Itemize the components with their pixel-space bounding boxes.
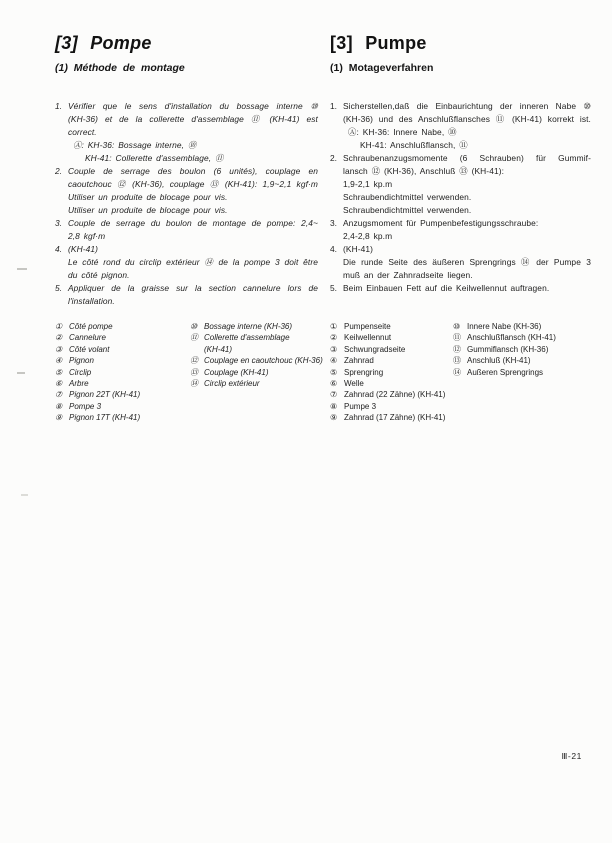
- german-legend-right: [453, 321, 591, 424]
- legend-number: ①: [55, 322, 63, 331]
- step-number: 3.: [330, 218, 337, 228]
- legend-item: [55, 355, 190, 366]
- step-number: 2.: [330, 153, 337, 163]
- step-line: Sicherstellen,daß die Einbaurichtung der inneren Nabe ⑩: [343, 101, 591, 111]
- legend-number: ⑩: [190, 322, 198, 331]
- step-line: Couple de serrage des boulon (6 unités), couplage en: [68, 166, 318, 176]
- step-line: (KH-41): [68, 244, 99, 254]
- legend-item: [330, 412, 453, 423]
- legend-text: [467, 321, 591, 332]
- legend-text: [69, 332, 190, 343]
- legend-item: [330, 355, 453, 366]
- legend-number: ⑬: [453, 356, 461, 366]
- legend-text: [204, 355, 323, 366]
- legend-line: (KH-41): [204, 344, 233, 354]
- legend-line: Außeren Sprengrings: [467, 367, 544, 377]
- legend-line: Gummiflansch (KH-36): [467, 344, 549, 354]
- legend-text: [344, 355, 453, 366]
- step-text: [68, 282, 318, 308]
- french-legend-right: [190, 321, 323, 424]
- legend-line: Zahnrad: [344, 356, 374, 366]
- legend-line: Pumpenseite: [344, 322, 391, 331]
- legend-line: Schwungradseite: [344, 344, 406, 354]
- legend-item: [330, 332, 453, 343]
- step-item: [330, 217, 591, 243]
- legend-number: ④: [330, 356, 338, 366]
- step-item: [55, 165, 318, 217]
- legend-text: [69, 367, 190, 378]
- legend-text: [467, 355, 591, 366]
- german-steps: [330, 100, 591, 295]
- step-text: [343, 243, 591, 282]
- legend-number: ⑬: [190, 367, 198, 377]
- legend-item: [190, 367, 318, 378]
- legend-line: Zahnrad (17 Zähne) (KH-41): [344, 413, 446, 423]
- legend-item: [55, 332, 190, 343]
- legend-line: Couplage en caoutchouc (KH-36): [204, 356, 323, 366]
- legend-text: [204, 378, 318, 389]
- legend-number: ⑭: [190, 379, 198, 389]
- step-item: [55, 282, 318, 308]
- step-line: Couple de serrage du boulon de montage de pompe: 2,4~: [68, 218, 318, 228]
- legend-text: [344, 332, 453, 343]
- legend-item: [55, 344, 190, 355]
- step-line: Vérifier que le sens d'installation du bossage interne ⑩: [68, 101, 318, 111]
- legend-number: ③: [330, 344, 338, 354]
- step-line: caoutchouc ⑫ (KH-36), couplage ⑬ (KH-41): 1,9~2,1 kgf·m: [68, 179, 318, 189]
- legend-item: [453, 321, 591, 332]
- legend-line: Arbre: [69, 379, 89, 389]
- legend-line: Pumpe 3: [344, 401, 377, 411]
- legend-number: ⑩: [453, 322, 461, 331]
- legend-item: [190, 332, 318, 355]
- legend-item: [330, 401, 453, 412]
- legend-text: [344, 401, 453, 412]
- step-line: 2,4-2,8 kp.m: [343, 231, 393, 241]
- legend-number: ⑨: [330, 413, 338, 423]
- legend-text: [69, 389, 190, 400]
- step-line: Ⓐ: KH-36: Bossage interne, ⑩: [73, 140, 197, 150]
- step-text: [343, 217, 591, 243]
- legend-text: [69, 412, 190, 423]
- step-item: [330, 282, 591, 295]
- step-line: Utiliser un produite de blocage pour vis.: [68, 192, 228, 202]
- legend-text: [69, 344, 190, 355]
- step-text: [343, 100, 591, 152]
- step-line: Anzugsmoment für Pumpenbefestigungsschraube:: [343, 218, 539, 228]
- legend-text: [69, 401, 190, 412]
- legend-number: ⑤: [55, 367, 63, 377]
- legend-number: ⑧: [330, 401, 338, 411]
- legend-text: [69, 378, 190, 389]
- step-line: Schraubendichtmittel verwenden.: [343, 192, 472, 202]
- legend-text: [69, 321, 190, 332]
- legend-number: ⑪: [190, 333, 198, 343]
- legend-number: ②: [330, 333, 338, 343]
- step-number: 1.: [330, 101, 337, 111]
- legend-line: Côté pompe: [69, 322, 113, 331]
- german-section-subtitle: (1) Motageverfahren: [330, 62, 434, 74]
- step-line: Appliquer de la graisse sur la section cannelure lors de: [68, 283, 318, 293]
- legend-text: [344, 344, 453, 355]
- step-number: 3.: [55, 218, 62, 228]
- step-number: 4.: [55, 244, 62, 254]
- legend-line: Circlip extérieur: [204, 379, 260, 389]
- legend-number: ⑦: [55, 390, 63, 400]
- legend-text: [467, 332, 591, 343]
- legend-text: [467, 344, 591, 355]
- step-item: [330, 152, 591, 217]
- step-line: 2,8 kgf·m: [68, 231, 106, 241]
- legend-item: [453, 332, 591, 343]
- step-item: [330, 243, 591, 282]
- step-line: Schraubendichtmittel verwenden.: [343, 205, 472, 215]
- step-line: (KH-36) und des Anschlußflansches ⑪ (KH-41) korrekt ist.: [343, 114, 591, 124]
- step-line: lansch ⑫ (KH-36), Anschluß ⑬ (KH-41):: [343, 166, 505, 176]
- legend-line: Bossage interne (KH-36): [204, 322, 293, 331]
- legend-item: [55, 389, 190, 400]
- step-line: (KH-41): [343, 244, 374, 254]
- margin-scan-mark: [17, 268, 27, 270]
- step-line: Schraubenanzugsmomente (6 Schrauben) für Gummif-: [343, 153, 591, 163]
- legend-line: Couplage (KH-41): [204, 367, 269, 377]
- step-line: l'installation.: [68, 296, 115, 306]
- legend-text: [204, 332, 318, 355]
- legend-line: Pompe 3: [69, 401, 102, 411]
- step-text: [68, 165, 318, 217]
- legend-item: [453, 367, 591, 378]
- step-number: 5.: [55, 283, 62, 293]
- legend-item: [330, 344, 453, 355]
- legend-text: [344, 412, 453, 423]
- legend-item: [330, 389, 453, 400]
- step-number: 1.: [55, 101, 62, 111]
- legend-text: [467, 367, 591, 378]
- legend-text: [344, 378, 453, 389]
- legend-line: Welle: [344, 379, 364, 389]
- step-line: Utiliser un produite de blocage pour vis.: [68, 205, 228, 215]
- margin-scan-mark: [21, 494, 28, 496]
- legend-item: [190, 378, 318, 389]
- legend-number: ⑫: [453, 344, 461, 354]
- legend-line: Anschlußflansch (KH-41): [467, 333, 556, 343]
- legend-text: [344, 389, 453, 400]
- step-text: [343, 282, 591, 295]
- legend-item: [190, 355, 323, 366]
- step-text: [68, 243, 318, 282]
- legend-text: [69, 355, 190, 366]
- legend-item: [453, 344, 591, 355]
- german-section-title: [3] Pumpe: [330, 33, 427, 53]
- legend-number: ①: [330, 322, 338, 331]
- legend-line: Pignon: [69, 356, 94, 366]
- french-legend-left: [55, 321, 190, 424]
- legend-number: ③: [55, 344, 63, 354]
- legend-line: Zahnrad (22 Zähne) (KH-41): [344, 390, 446, 400]
- legend-item: [330, 378, 453, 389]
- legend-number: ⑥: [55, 379, 63, 389]
- legend-item: [55, 378, 190, 389]
- step-line: muß an der Zahnradseite liegen.: [343, 270, 473, 280]
- legend-text: [204, 321, 318, 332]
- step-item: [330, 100, 591, 152]
- french-steps: [55, 100, 318, 308]
- legend-number: ⑥: [330, 379, 338, 389]
- legend-line: Circlip: [69, 367, 92, 377]
- margin-scan-mark: [17, 372, 25, 374]
- legend-number: ⑪: [453, 333, 461, 343]
- step-line: Die runde Seite des äußeren Sprengrings ⑭ der Pumpe 3: [343, 257, 591, 267]
- legend-text: [344, 321, 453, 332]
- legend-number: ②: [55, 333, 63, 343]
- legend-number: ⑨: [55, 413, 63, 423]
- legend-item: [55, 412, 190, 423]
- legend-item: [55, 401, 190, 412]
- legend-item: [330, 367, 453, 378]
- step-line: correct.: [68, 127, 97, 137]
- legend-line: Keilwellennut: [344, 333, 392, 343]
- legend-item: [55, 367, 190, 378]
- step-item: [55, 100, 318, 165]
- legend-text: [204, 367, 318, 378]
- legend-number: ⑦: [330, 390, 338, 400]
- step-line: Beim Einbauen Fett auf die Keilwellennut auftragen.: [343, 283, 550, 293]
- step-item: [55, 243, 318, 282]
- legend-line: Pignon 17T (KH-41): [69, 413, 141, 423]
- legend-number: ⑤: [330, 367, 338, 377]
- legend-number: ⑧: [55, 401, 63, 411]
- step-number: 2.: [55, 166, 62, 176]
- legend-text: [344, 367, 453, 378]
- legend-line: Anschluß (KH-41): [467, 356, 531, 366]
- legend-number: ⑭: [453, 367, 461, 377]
- legend-line: Cannelure: [69, 333, 106, 343]
- legend-number: ⑫: [190, 356, 198, 366]
- legend-item: [453, 355, 591, 366]
- legend-line: Pignon 22T (KH-41): [69, 390, 141, 400]
- german-legend: [330, 321, 591, 424]
- step-text: [68, 217, 318, 243]
- step-line: Le côté rond du circlip extérieur ⑭ de la pompe 3 doit être: [68, 257, 318, 267]
- step-text: [343, 152, 591, 217]
- legend-line: Innere Nabe (KH-36): [467, 322, 542, 331]
- step-line: 1,9-2,1 kp.m: [343, 179, 393, 189]
- french-section-title: [3] Pompe: [55, 33, 152, 53]
- step-number: 4.: [330, 244, 337, 254]
- legend-line: Côté volant: [69, 344, 110, 354]
- french-section-subtitle: (1) Méthode de montage: [55, 62, 185, 74]
- step-line: (KH-36) et de la collerette d'assemblage ⑪ (KH-41) est: [68, 114, 318, 124]
- step-number: 5.: [330, 283, 337, 293]
- step-line: du côté pignon.: [68, 270, 130, 280]
- step-line: KH-41: Collerette d'assemblage, ⑪: [85, 153, 224, 163]
- legend-line: Collerette d'assemblage: [204, 333, 290, 343]
- german-legend-left: [330, 321, 453, 424]
- step-line: KH-41: Anschlußflansch, ⑪: [360, 140, 468, 150]
- legend-line: Sprengring: [344, 367, 384, 377]
- legend-item: [330, 321, 453, 332]
- legend-item: [190, 321, 318, 332]
- page-number: Ⅲ-21: [561, 751, 582, 761]
- legend-number: ④: [55, 356, 63, 366]
- french-legend: [55, 321, 323, 424]
- step-text: [68, 100, 318, 165]
- legend-item: [55, 321, 190, 332]
- step-line: Ⓐ: KH-36: Innere Nabe, ⑩: [348, 127, 457, 137]
- step-item: [55, 217, 318, 243]
